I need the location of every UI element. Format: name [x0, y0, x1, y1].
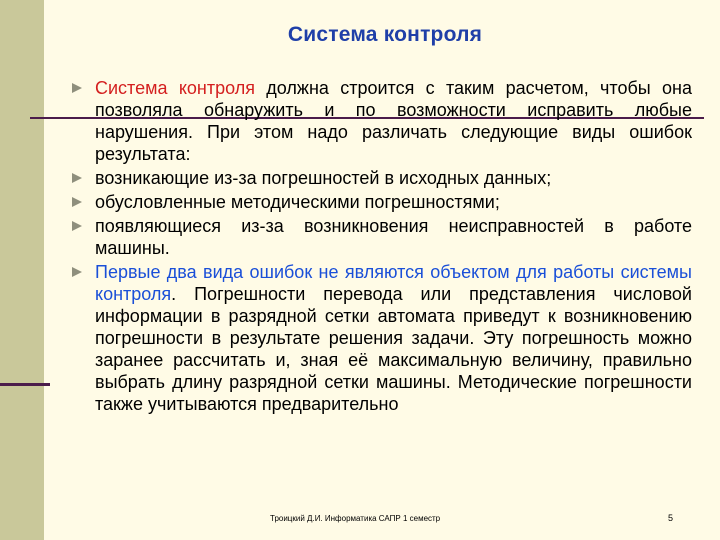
slide-content: [70, 77, 692, 417]
slide-title: Система контроля: [287, 23, 483, 46]
slide-footer: Троицкий Д.И. Информатика САПР 1 семестр: [270, 514, 441, 523]
page-number: 5: [668, 513, 674, 523]
sidebar-accent-line: [0, 383, 50, 386]
triangle-bullet-icon: [72, 267, 82, 277]
bullet-item-4: [70, 215, 692, 259]
bullet-item-1: [70, 77, 692, 165]
bullet-2-text: возникающие из-за погрешностей в исходных данных;: [95, 168, 552, 188]
bullet-item-2: [70, 167, 692, 189]
bullet-item-3: [70, 191, 692, 213]
bullet-4-text: появляющиеся из-за возникновения неисправностей в работе машины.: [95, 216, 692, 258]
triangle-bullet-icon: [72, 221, 82, 231]
bullet-item-5: [70, 261, 692, 415]
sidebar-strip: [0, 0, 44, 540]
bullet-1-highlight: Система контроля: [95, 78, 255, 98]
bullet-5-highlight: Первые два вида ошибок не являются объектом для работы системы контроля: [95, 262, 692, 304]
bullet-5-text: . Погрешности перевода или представления числовой информации в разрядной сетки автомата приведут к возникновению погрешности в результате решения задачи. Эту погрешность можно заранее рассчитать и, зная её максимальную величину, правильно выбрать длину разрядной сетки машины. Методические погрешности также учитываются предварительно: [95, 284, 692, 414]
bullet-1-text: должна строится с таким расчетом, чтобы она позволяла обнаружить и по возможности исправить любые нарушения. При этом надо различать следующие виды ошибок результата:: [95, 78, 692, 164]
bullet-3-text: обусловленные методическими погрешностями;: [95, 192, 500, 212]
triangle-bullet-icon: [72, 83, 82, 93]
triangle-bullet-icon: [72, 173, 82, 183]
triangle-bullet-icon: [72, 197, 82, 207]
